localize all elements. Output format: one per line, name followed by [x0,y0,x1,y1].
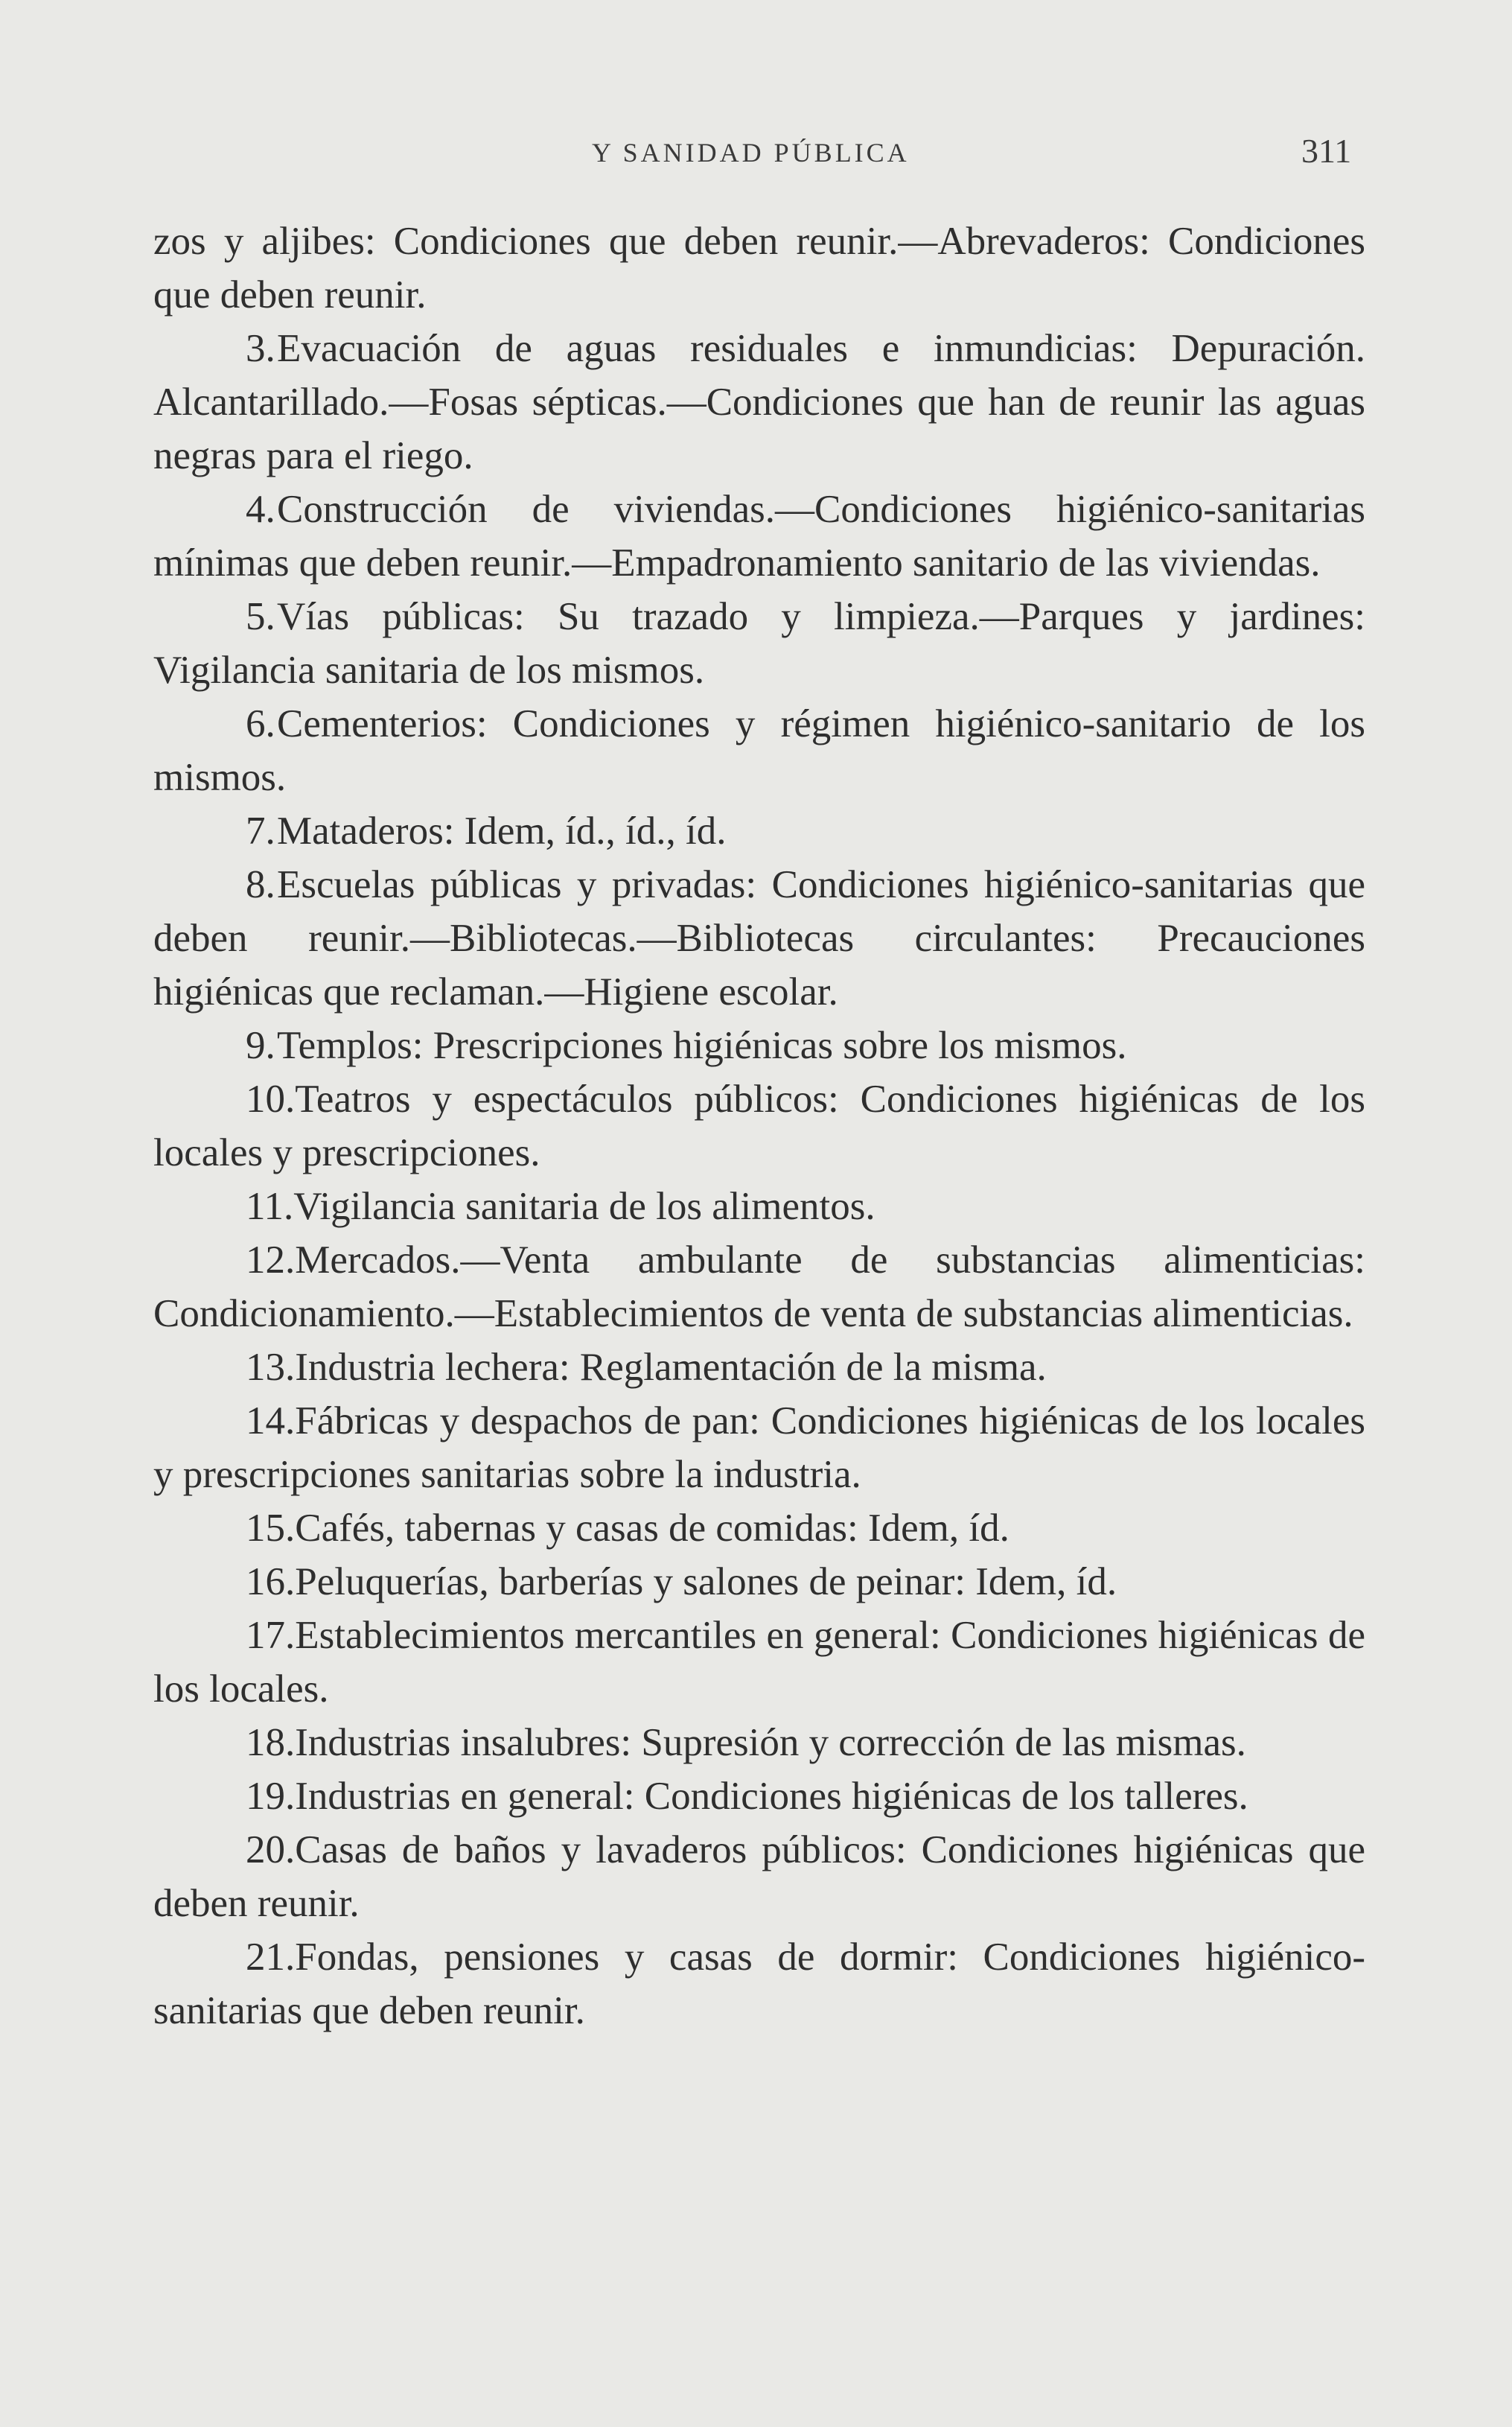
item-text: Construcción de viviendas.—Condiciones higiénico-sanitarias mínimas que deben reunir.—Empadronamiento sanitario de las viviendas. [153,488,1365,585]
list-item [153,1019,1365,1072]
item-number: 6. [246,702,275,745]
item-text: Teatros y espectáculos públicos: Condiciones higiénicas de los locales y prescripciones. [153,1078,1365,1174]
list-item [153,1394,1365,1501]
running-head: Y SANIDAD PÚBLICA [592,138,910,168]
list-item [153,858,1365,1019]
list-item [153,1555,1365,1609]
item-number: 11. [246,1185,294,1228]
list-item [153,1340,1365,1394]
list-item [153,1769,1365,1823]
item-number: 9. [246,1024,275,1067]
item-number: 20. [246,1828,296,1871]
list-item [153,322,1365,483]
item-text: Fondas, pensiones y casas de dormir: Condiciones higiénico-sanitarias que deben reunir. [153,1935,1365,2032]
item-number: 18. [246,1721,296,1764]
item-text: Mataderos: Idem, íd., íd., íd. [277,809,727,853]
item-number: 17. [246,1614,296,1657]
body-text [153,214,1365,2038]
item-text: Establecimientos mercantiles en general: Condiciones higiénicas de los locales. [153,1614,1365,1711]
list-item [153,590,1365,697]
item-text: Peluquerías, barberías y salones de peinar: Idem, íd. [295,1560,1117,1603]
item-number: 10. [246,1078,296,1121]
list-item [153,1233,1365,1340]
item-number: 21. [246,1935,296,1979]
item-text: Mercados.—Venta ambulante de substancias alimenticias: Condicionamiento.—Establecimientos de venta de substancias alimenticias. [153,1238,1365,1335]
item-text: Cementerios: Condiciones y régimen higiénico-sanitario de los mismos. [153,702,1365,799]
item-text: Evacuación de aguas residuales e inmundicias: Depuración. Alcantarillado.—Fosas sépticas.—Condiciones que han de reunir las aguas negras para el riego. [153,327,1365,477]
list-item [153,483,1365,590]
list-item [153,804,1365,858]
item-text: Industrias insalubres: Supresión y corrección de las mismas. [295,1721,1246,1764]
list-item [153,697,1365,804]
item-number: 8. [246,863,275,906]
lead-paragraph: zos y aljibes: Condiciones que deben reunir.—Abrevaderos: Condiciones que deben reunir. [153,220,1365,317]
list-item [153,1501,1365,1555]
item-number: 14. [246,1399,296,1442]
item-text: Vías públicas: Su trazado y limpieza.—Parques y jardines: Vigilancia sanitaria de los mismos. [153,595,1365,692]
item-text: Casas de baños y lavaderos públicos: Condiciones higiénicas que deben reunir. [153,1828,1365,1925]
item-text: Escuelas públicas y privadas: Condiciones higiénico-sanitarias que deben reunir.—Bibliotecas.—Bibliotecas circulantes: Precauciones higiénicas que reclaman.—Higiene escolar. [153,863,1365,1014]
list-item [153,1930,1365,2038]
item-text: Templos: Prescripciones higiénicas sobre los mismos. [277,1024,1127,1067]
page-number: 311 [1301,132,1352,170]
item-number: 19. [246,1775,296,1818]
item-number: 4. [246,488,275,531]
item-number: 12. [246,1238,296,1282]
item-text: Vigilancia sanitaria de los alimentos. [293,1185,875,1228]
item-number: 3. [246,327,275,370]
list-item [153,1072,1365,1180]
list-item [153,1609,1365,1716]
item-number: 5. [246,595,275,638]
item-number: 7. [246,809,275,853]
list-item [153,1180,1365,1233]
item-text: Industrias en general: Condiciones higiénicas de los talleres. [295,1775,1248,1818]
list-item [153,1823,1365,1930]
item-text: Industria lechera: Reglamentación de la misma. [295,1346,1047,1389]
item-number: 15. [246,1507,296,1550]
list-item [153,1716,1365,1769]
item-number: 13. [246,1346,296,1389]
item-text: Cafés, tabernas y casas de comidas: Idem, íd. [295,1507,1009,1550]
item-number: 16. [246,1560,296,1603]
item-text: Fábricas y despachos de pan: Condiciones higiénicas de los locales y prescripciones sanitarias sobre la industria. [153,1399,1365,1496]
